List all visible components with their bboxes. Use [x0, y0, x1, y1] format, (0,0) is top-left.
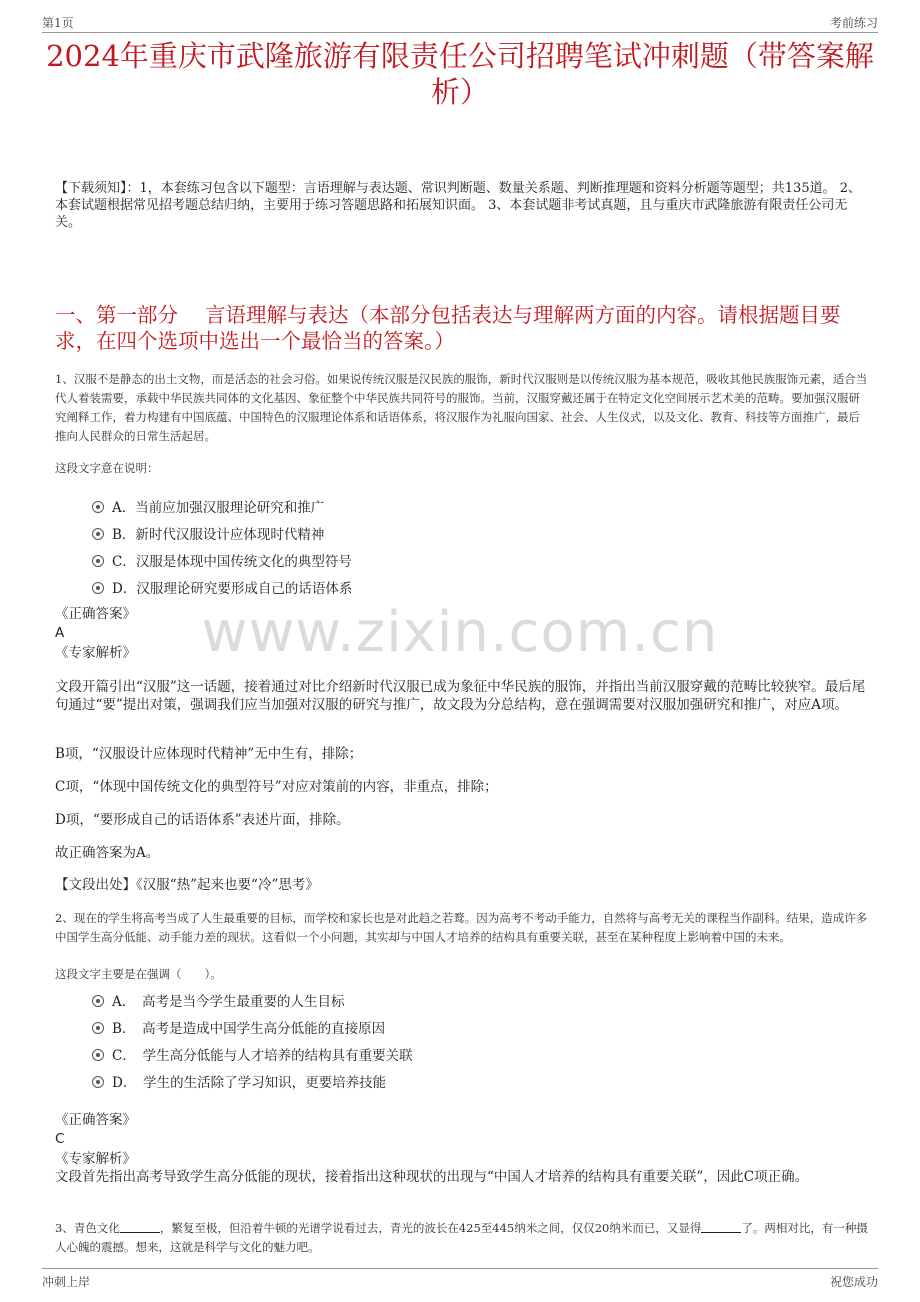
fill-blank-1[interactable]	[120, 1222, 160, 1233]
radio-icon[interactable]	[92, 582, 104, 594]
q2-option-d[interactable]: D． 学生的生活除了学习知识，更要培养技能	[92, 1071, 386, 1091]
q1-analysis-d: D项，“要形成自己的话语体系”表述片面，排除。	[55, 812, 350, 828]
q2-answer-label: 《正确答案》	[55, 1112, 136, 1128]
fill-blank-2[interactable]	[701, 1222, 741, 1233]
q1-answer: A	[55, 625, 65, 641]
q1-option-b[interactable]: B．新时代汉服设计应体现时代精神	[92, 523, 324, 543]
page-number: 第1页	[42, 16, 74, 30]
header-note: 考前练习	[829, 16, 878, 30]
q1-analysis-label: 《专家解析》	[55, 645, 136, 661]
q2-option-b[interactable]: B． 高考是造成中国学生高分低能的直接原因	[92, 1017, 385, 1037]
q1-analysis-b: B项，“汉服设计应体现时代精神”无中生有，排除；	[55, 746, 363, 762]
q1-source: 【文段出处】《汉服“热”起来也要“冷”思考》	[55, 877, 319, 893]
q2-stem: 2、现在的学生将高考当成了人生最重要的目标，而学校和家长也是对此趋之若鹜。因为高考不考动手能力，自然将与高考无关的课程当作副科。结果，造成许多中国学生高分低能、动手能力差的现状。这看似一个小问题，其实却与中国人才培养的结构具有重要关联，甚至在某种程度上影响着中国的未来。	[55, 911, 868, 944]
q1-option-a[interactable]: A．当前应加强汉服理论研究和推广	[92, 496, 324, 516]
radio-icon[interactable]	[92, 1076, 104, 1088]
q2-answer: C	[55, 1131, 65, 1147]
q2-question: 这段文字主要是在强调（ ）。	[55, 967, 222, 981]
q2-option-c[interactable]: C． 学生高分低能与人才培养的结构具有重要关联	[92, 1044, 413, 1064]
document-title: 2024年重庆市武隆旅游有限责任公司招聘笔试冲刺题（带答案解析）	[46, 39, 874, 109]
footer-right: 祝您成功	[829, 1275, 878, 1289]
page-footer	[42, 1268, 878, 1289]
download-notice: 【下载须知】：1，本套练习包含以下题型：言语理解与表达题、常识判断题、数量关系题、判断推理题和资料分析题等题型；共135道。 2、本套试题根据常见招考题总结归纳，主要用于练习答题思路和拓展知识面。 3、本套试题非考试真题，且与重庆市武隆旅游有限责任公司无关。	[55, 181, 861, 230]
section-heading: 一、第一部分 言语理解与表达（本部分包括表达与理解两方面的内容。请根据题目要求，在四个选项中选出一个最恰当的答案。）	[55, 303, 841, 353]
q1-option-d[interactable]: D．汉服理论研究要形成自己的话语体系	[92, 577, 352, 597]
q1-stem: 1、汉服不是静态的出土文物，而是活态的社会习俗。如果说传统汉服是汉民族的服饰，新时代汉服则是以传统汉服为基本规范，吸收其他民族服饰元素，适合当代人着装需要，承载中华民族共同体的文化基因、象征整个中华民族共同符号的服饰。当前，汉服穿戴还属于在特定文化空间展示艺术美的范畴。要加强汉服研究阐释工作，着力构建有中国底蕴、中国特色的汉服理论体系和话语体系，将汉服作为礼服向国家、社会、人生仪式，以及文化、教育、科技等方面推广，最后推向人民群众的日常生活起居。	[55, 372, 868, 443]
q2-analysis: 文段首先指出高考导致学生高分低能的现状，接着指出这种现状的出现与“中国人才培养的结构具有重要关联”，因此C项正确。	[55, 1169, 809, 1185]
radio-icon[interactable]	[92, 995, 104, 1007]
q2-analysis-label: 《专家解析》	[55, 1151, 136, 1167]
q1-analysis-c: C项，“体现中国传统文化的典型符号”对应对策前的内容，非重点，排除；	[55, 779, 498, 795]
radio-icon[interactable]	[92, 1049, 104, 1061]
footer-left: 冲刺上岸	[42, 1275, 91, 1289]
radio-icon[interactable]	[92, 1022, 104, 1034]
radio-icon[interactable]	[92, 555, 104, 567]
q1-analysis-conclusion: 故正确答案为A。	[55, 845, 160, 861]
q1-analysis-main: 文段开篇引出“汉服”这一话题，接着通过对比介绍新时代汉服已成为象征中华民族的服饰，并指出当前汉服穿戴的范畴比较狭窄。最后尾句通过“要”提出对策，强调我们应当加强对汉服的研究与推广，故文段为分总结构，意在强调需要对汉服加强研究和推广，对应A项。	[55, 679, 866, 713]
page-header	[42, 0, 878, 33]
q2-option-a[interactable]: A． 高考是当今学生最重要的人生目标	[92, 990, 345, 1010]
q3-stem: 3、青色文化 ，繁复至极，但沿着牛顿的光谱学说看过去，青光的波长在425至445纳米之间，仅仅20纳米而已，又显得 了。两相对比，有一种摄人心魄的震撼。想来，这就是科学与文化的魅力吧。	[55, 1221, 868, 1254]
radio-icon[interactable]	[92, 528, 104, 540]
q1-option-c[interactable]: C．汉服是体现中国传统文化的典型符号	[92, 550, 352, 570]
q1-answer-label: 《正确答案》	[55, 606, 136, 622]
q1-question: 这段文字意在说明：	[55, 461, 159, 475]
radio-icon[interactable]	[92, 501, 104, 513]
watermark: www.zixin.com.cn	[201, 600, 719, 665]
